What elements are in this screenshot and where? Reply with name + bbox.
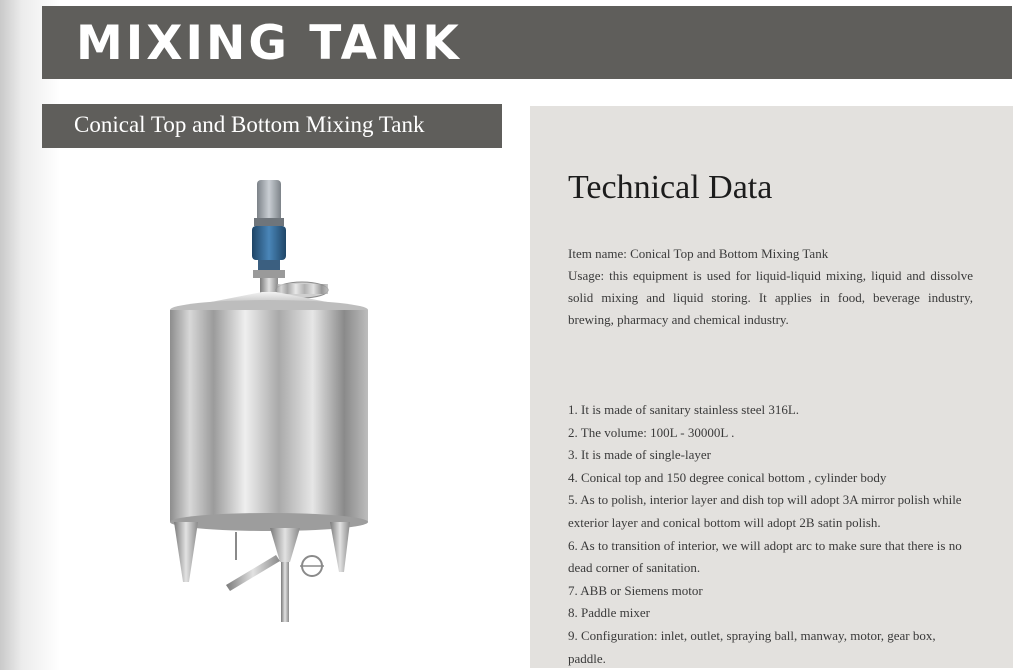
spec-item: 1. It is made of sanitary stainless steel 316L.	[568, 402, 800, 417]
technical-data-heading: Technical Data	[568, 169, 773, 206]
tank-image	[150, 170, 390, 640]
spec-item: 9. Configuration: inlet, outlet, spraying ball, manway, motor, gear box, paddle.	[568, 627, 936, 666]
spec-item: 5. As to polish, interior layer and dish top will adopt 3A mirror polish while exterior layer and conical bottom will adopt 2B satin polish.	[568, 492, 962, 530]
product-name: Conical Top and Bottom Mixing Tank	[74, 112, 425, 137]
item-name-text: Item name: Conical Top and Bottom Mixing Tank	[568, 246, 829, 261]
top-banner	[42, 6, 1012, 79]
spec-item: 8. Paddle mixer	[568, 605, 650, 621]
page-title: MIXING TANK	[76, 16, 462, 71]
spec-item: 6. As to transition of interior, we will adopt arc to make sure that there is no dead corner of sanitation.	[568, 537, 962, 576]
product-intro	[568, 243, 973, 331]
spec-item: 2. The volume: 100L - 30000L .	[568, 424, 735, 440]
technical-data-panel	[530, 106, 1013, 668]
mixing-tank-illustration	[150, 170, 390, 640]
spec-item: 4. Conical top and 150 degree conical bottom , cylinder body	[568, 469, 887, 485]
spec-item: 7. ABB or Siemens motor	[568, 582, 703, 598]
spec-item: 3. It is made of single-layer	[568, 447, 711, 463]
usage-text: Usage: this equipment is used for liquid-liquid mixing, liquid and dissolve solid mixing and liquid storing. It applies in food, beverage industry, brewing, pharmacy and chemical industry.	[568, 268, 973, 327]
product-label	[42, 104, 502, 148]
spec-list	[568, 399, 976, 670]
